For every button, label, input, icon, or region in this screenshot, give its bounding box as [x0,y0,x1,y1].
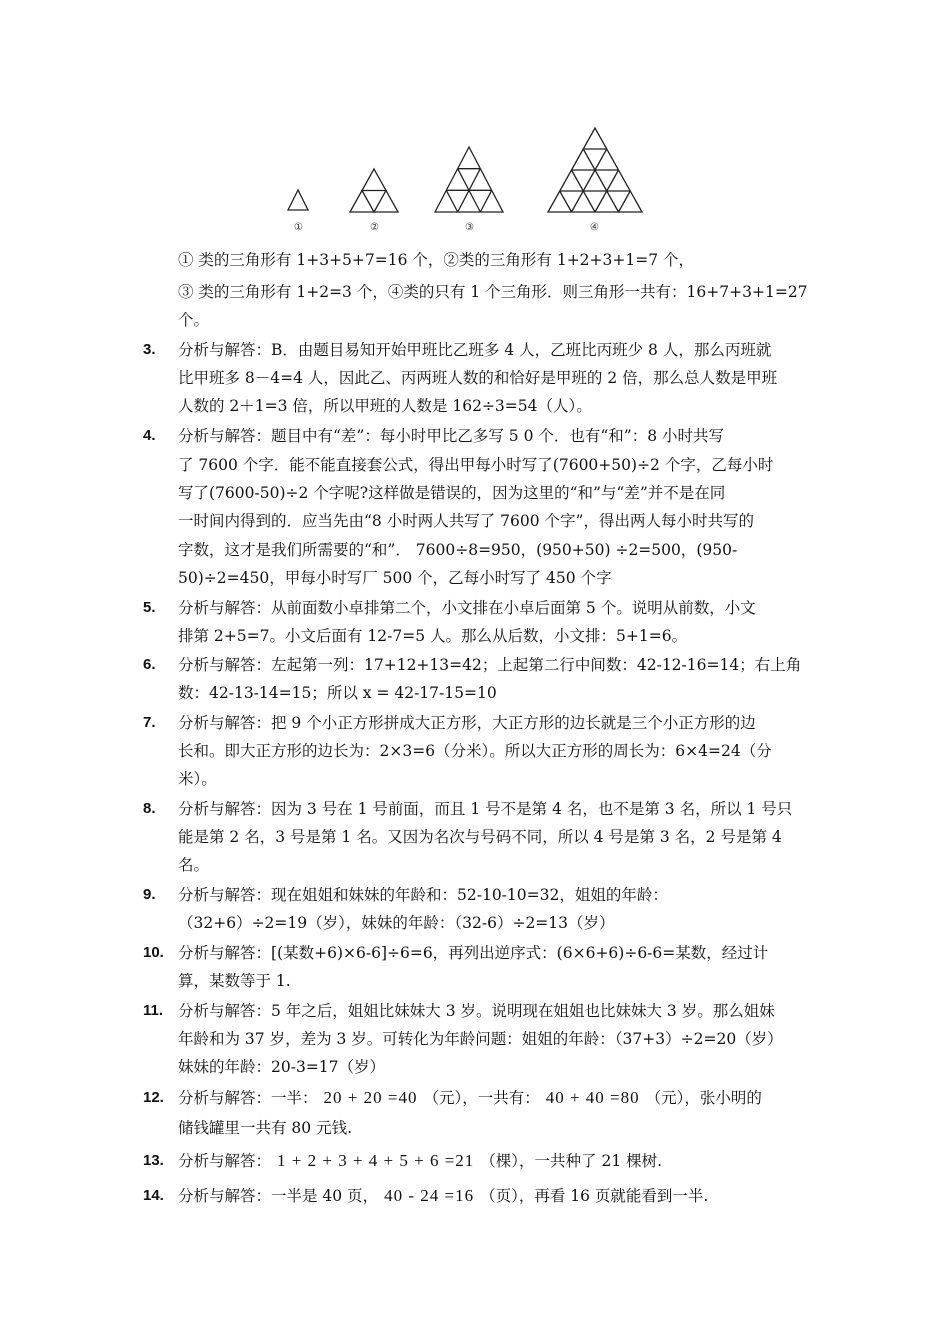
answer-line: 一时间内得到的．应当先由“8 小时两人共写了 7600 个字”，得出两人每小时共写的 [178,512,754,530]
answer-line: 分析与解答：因为 3 号在 1 号前面，而且 1 号不是第 4 名，也不是第 3 名，所以 1 号只 [178,800,793,818]
item-number: 6. [143,656,156,673]
figure-label-4: ④ [590,222,599,233]
answer-line [178,1084,762,1112]
math-expression: 20 + 20 =40 [323,1088,418,1107]
answer-text: 分析与解答：一半是 40 页， [178,1187,379,1205]
answer-line [178,1182,708,1210]
intro-line: 个。 [178,311,210,329]
item-number: 12. [143,1089,164,1106]
answer-line: 年龄和为 37 岁，差为 3 岁。可转化为年龄问题：姐姐的年龄：（37+3）÷2=20（岁） [178,1030,783,1048]
answer-line: （32+6）÷2=19（岁），妹妹的年龄：（32-6）÷2=13（岁） [178,914,615,932]
answer-line: 了 7600 个字．能不能直接套公式，得出甲每小时写了(7600+50)÷2 个字，乙每小时 [178,456,774,474]
math-expression: 40 - 24 =16 [384,1186,475,1205]
answer-line: 米）。 [178,770,217,788]
answer-line: 写了(7600-50)÷2 个字呢?这样做是错误的，因为这里的“和”与“差”并不是在同 [178,484,726,502]
answer-line: 人数的 2＋1=3 倍，所以甲班的人数是 162÷3=54（人）。 [178,397,592,415]
answer-line: 数：42-13-14=15；所以 x = 42-17-15=10 [178,684,497,702]
triangle-diagram-2 [350,169,398,212]
figure-label-2: ② [370,222,379,233]
figure-label-3: ③ [465,222,474,233]
answer-line: 长和。即大正方形的边长为：2×3=6（分米）。所以大正方形的周长为：6×4=24（分 [178,742,772,760]
answer-line: 分析与解答：把 9 个小正方形拼成大正方形，大正方形的边长就是三个小正方形的边 [178,714,756,732]
triangle-diagram-3 [435,147,503,212]
item-number: 8. [143,800,156,817]
triangle-diagram-4 [548,128,642,212]
answer-line: 分析与解答：B．由题目易知开始甲班比乙班多 4 人，乙班比丙班少 8 人，那么丙班就 [178,341,772,359]
answer-text: （棵），一共种了 21 棵树. [480,1152,663,1170]
answer-line: 能是第 2 名，3 号是第 1 名。又因为名次与号码不同，所以 4 号是第 3 名，2 号是第 4 [178,828,782,846]
answer-line: 分析与解答：[(某数+6)×6-6]÷6=6，再列出逆序式：(6×6+6)÷6-6=某数，经过计 [178,944,769,962]
figure-label-1: ① [294,222,303,233]
item-number: 4. [143,427,156,444]
intro-line: ③ 类的三角形有 1+2=3 个，④类的只有 1 个三角形．则三角形一共有：16+7+3+1=27 [178,283,808,301]
answer-line: 妹妹的年龄：20-3=17（岁） [178,1058,386,1076]
answer-line: 分析与解答：从前面数小卓排第二个，小文排在小卓后面第 5 个。说明从前数，小文 [178,599,756,617]
math-expression: 1 + 2 + 3 + 4 + 5 + 6 =21 [277,1151,475,1170]
item-number: 3. [143,341,156,358]
answer-text: （元），一共有： [423,1089,540,1107]
answer-line: 比甲班多 8－4=4 人，因此乙、丙两班人数的和恰好是甲班的 2 倍，那么总人数是甲班 [178,369,778,387]
triangle-figure-svg [270,120,670,240]
answer-line: 排第 2+5=7。小文后面有 12-7=5 人。那么从后数，小文排：5+1=6。 [178,627,688,645]
answer-text: 分析与解答： [178,1152,272,1170]
answer-line: 储钱罐里一共有 80 元钱. [178,1119,353,1137]
answer-line: 分析与解答：5 年之后，姐姐比妹妹大 3 岁。说明现在姐姐也比妹妹大 3 岁。那么姐妹 [178,1002,775,1020]
item-number: 9. [143,886,156,903]
triangle-diagram-1 [288,190,308,210]
item-number: 13. [143,1152,164,1169]
answer-text: （元），张小明的 [645,1089,762,1107]
intro-line: ① 类的三角形有 1+3+5+7=16 个，②类的三角形有 1+2+3+1=7 个， [178,251,695,269]
answer-line [178,1147,662,1175]
item-number: 10. [143,944,164,961]
answer-line: 算，某数等于 1. [178,972,291,990]
math-expression: 40 + 40 =80 [545,1088,640,1107]
item-number: 5. [143,599,156,616]
answer-line: 分析与解答：左起第一列：17+12+13=42；上起第二行中间数：42-12-16=14；右上角 [178,656,802,674]
answer-line: 50)÷2=450，甲每小时写厂 500 个，乙每小时写了 450 个字 [178,569,612,587]
answer-text: 分析与解答：一半： [178,1089,318,1107]
answer-text: （页），再看 16 页就能看到一半. [480,1187,709,1205]
answer-line: 字数，这才是我们所需要的“和”． 7600÷8=950，(950+50) ÷2=500，(950- [178,541,738,559]
answer-line: 分析与解答：现在姐姐和妹妹的年龄和：52-10-10=32，姐姐的年龄： [178,886,668,904]
answer-line: 分析与解答：题目中有“差”：每小时甲比乙多写 5 0 个．也有“和”：8 小时共写 [178,427,724,445]
item-number: 11. [143,1002,164,1019]
answer-line: 名。 [178,856,210,874]
item-number: 7. [143,714,156,731]
triangle-figure [270,120,670,240]
item-number: 14. [143,1187,164,1204]
